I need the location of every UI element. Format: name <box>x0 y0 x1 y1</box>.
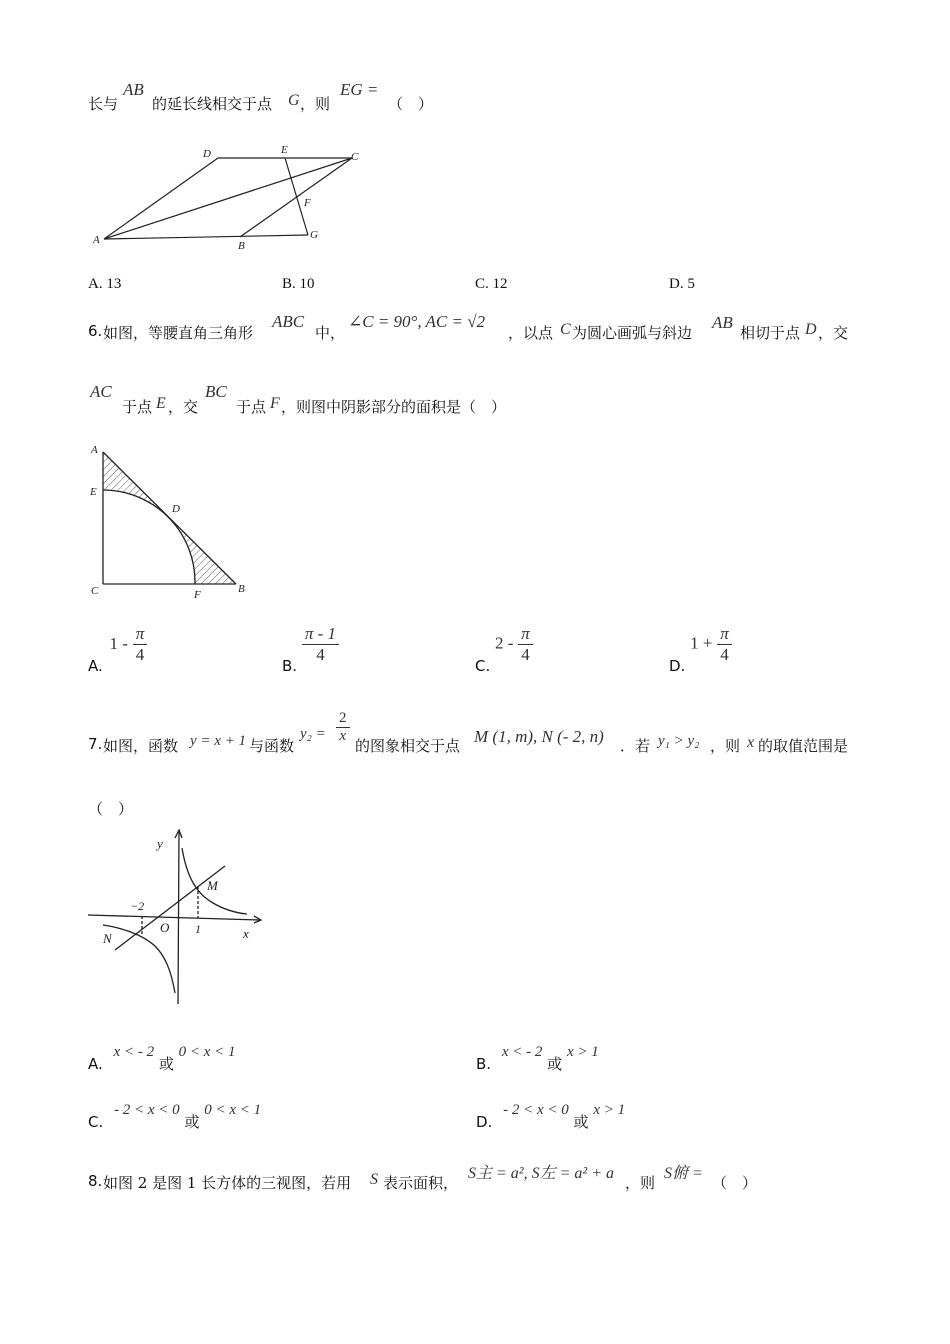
q8-var-s: S <box>370 1171 378 1188</box>
q5-math-ab: AB <box>123 80 144 99</box>
q7-text-2: 与函数 <box>249 737 295 755</box>
q6-label-a: A <box>91 444 98 456</box>
q7-x-axis <box>88 915 260 920</box>
q6-math-cond: ∠C = 90°, AC = √2 <box>348 312 486 331</box>
q8-math-cond: S主 = a², S左 = a² + a <box>468 1165 614 1182</box>
q6-text-3: ，以点 <box>508 324 554 342</box>
q7-text-3: 的图象相交于点 <box>355 737 461 755</box>
q7-option-c: C. - 2 < x < 0 或 0 < x < 1 <box>88 1102 262 1131</box>
q6-math-bc: BC <box>205 382 227 401</box>
q5-label-b: B <box>238 240 245 252</box>
q6-label-e: E <box>90 486 97 498</box>
q8-math-sfu: S俯 = <box>664 1165 703 1182</box>
q5-option-d: D. 5 <box>669 276 695 292</box>
q6-line2-text-1: 于点 <box>122 398 153 416</box>
q6-arc-ef <box>103 490 195 584</box>
q7-math-points: M (1, m), N (- 2, n) <box>474 727 604 746</box>
q5-diagonal-ac <box>104 158 352 239</box>
q6-label-c: C <box>91 585 99 597</box>
q5-label-d: D <box>203 148 211 160</box>
q8-text-1: 如图 2 是图 1 长方体的三视图，若用 <box>103 1174 352 1192</box>
q5-text-2: 的延长线相交于点 <box>152 95 273 113</box>
q7-label-x: x <box>243 926 249 941</box>
q6-point-c: C <box>560 321 571 338</box>
q5-point-g: G <box>288 92 300 109</box>
q5-parallelogram-figure <box>80 140 380 255</box>
q7-math-cond: y₁ > y₂ <box>658 733 700 749</box>
q6-triangle-figure <box>85 438 260 603</box>
q5-edge-bc <box>240 158 352 237</box>
q6-line2-text-2: ，交 <box>168 398 199 416</box>
q5-edge-ad <box>104 158 218 239</box>
q6-text-5: 相切于点 <box>740 324 801 342</box>
q7-label-o: O <box>160 920 170 935</box>
q8-paren: （ ） <box>712 1174 758 1192</box>
q7-number: 7. <box>88 735 103 753</box>
q5-option-a: A. 13 <box>88 276 122 292</box>
q6-label-f: F <box>194 589 201 601</box>
q6-option-c: C. 2 - $\frac{\pi}{4}$ <box>475 624 533 665</box>
q5-math-eg: EG = <box>340 80 379 99</box>
q7-math-y2-frac: $\frac{2}{x}$ <box>336 710 350 745</box>
q7-var-x: x <box>747 734 755 751</box>
q7-label-one: 1 <box>195 922 201 936</box>
q7-y-axis <box>178 831 179 1004</box>
q5-edge-ag <box>104 235 308 239</box>
q6-point-f: F <box>270 395 280 412</box>
q8-text-3: ，则 <box>625 1174 656 1192</box>
q6-label-b: B <box>238 583 245 595</box>
q6-option-d: D. 1 + $\frac{\pi}{4}$ <box>669 624 732 665</box>
q7-math-y2-lhs: y₂ = <box>300 726 326 742</box>
q6-number: 6. <box>88 322 103 340</box>
q7-label-m: M <box>207 878 218 893</box>
q6-option-a: A. 1 - $\frac{\pi}{4}$ <box>88 624 147 665</box>
q8-number: 8. <box>88 1172 103 1190</box>
q7-option-a: A. x < - 2 或 0 < x < 1 <box>88 1044 236 1073</box>
q6-text-2: 中， <box>315 324 346 342</box>
q5-label-g: G <box>310 229 318 241</box>
q6-text-4: 为圆心画弧与斜边 <box>572 324 693 342</box>
q6-line2-text-4: ，则图中阴影部分的面积是（ ） <box>281 398 507 416</box>
q7-hyperbola-branch-2 <box>103 925 175 993</box>
q6-line2-text-3: 于点 <box>236 398 267 416</box>
q7-function-graph <box>85 828 270 1008</box>
q5-label-c: C <box>351 151 359 163</box>
q7-text-1: 如图，函数 <box>103 737 179 755</box>
q6-option-b: B. $\frac{\pi - 1}{4}$ <box>282 624 339 665</box>
q6-math-ab: AB <box>712 313 733 332</box>
q5-option-c: C. 12 <box>475 276 508 292</box>
q7-text-6: 的取值范围是 <box>758 737 849 755</box>
q5-paren: （ ） <box>388 95 434 113</box>
q7-math-y1: y = x + 1 <box>190 733 247 749</box>
q7-option-b: B. x < - 2 或 x > 1 <box>476 1044 599 1073</box>
q5-label-f: F <box>304 197 311 209</box>
q5-text-3: ，则 <box>300 95 331 113</box>
q6-point-d: D <box>805 321 817 338</box>
q7-label-n: N <box>103 931 112 946</box>
q7-option-d: D. - 2 < x < 0 或 x > 1 <box>476 1102 626 1131</box>
q5-label-e: E <box>281 144 288 156</box>
q5-label-a: A <box>93 234 100 246</box>
q7-text-5: ，则 <box>710 737 741 755</box>
q6-text-1: 如图，等腰直角三角形 <box>103 324 254 342</box>
q6-math-abc: ABC <box>272 312 305 331</box>
q5-text-1: 长与 <box>88 95 119 113</box>
q6-point-e: E <box>156 395 166 412</box>
q7-text-4: ．若 <box>620 737 651 755</box>
q6-text-6: ，交 <box>818 324 849 342</box>
q7-paren: （ ） <box>88 800 134 818</box>
q6-label-d: D <box>172 503 180 515</box>
q5-option-b: B. 10 <box>282 276 315 292</box>
q7-label-y: y <box>157 836 163 851</box>
q6-math-ac: AC <box>90 382 112 401</box>
q8-text-2: 表示面积， <box>383 1174 459 1192</box>
q7-label-neg2: −2 <box>130 899 145 913</box>
